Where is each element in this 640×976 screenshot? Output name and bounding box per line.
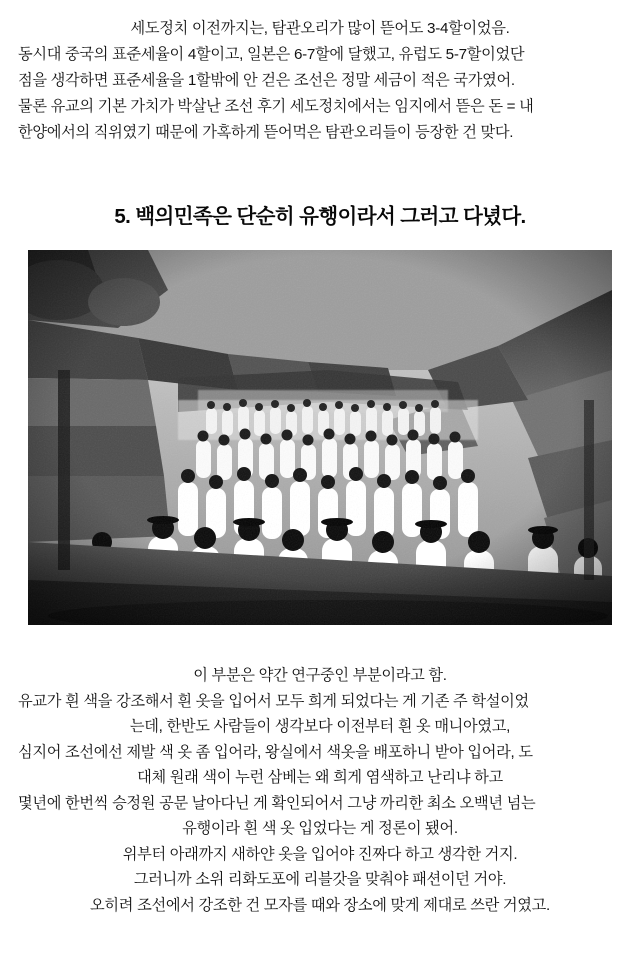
- paragraph-line: 는데, 한반도 사람들이 생각보다 이전부터 흰 옷 매니아였고,: [129, 718, 511, 735]
- paragraph-line: 심지어 조선에선 제발 색 옷 좀 입어라, 왕실에서 색옷을 배포하니 받아 입어라, 도: [18, 743, 533, 761]
- paragraph-line: 유행이라 흰 색 옷 입었다는 게 정론이 됐어.: [182, 820, 458, 837]
- top-paragraph: [18, 16, 622, 146]
- bottom-paragraph: [18, 663, 622, 918]
- paragraph-line: 세도정치 이전까지는, 탐관오리가 많이 뜯어도 3-4할이었음.: [130, 20, 510, 37]
- paragraph-line: 이 부분은 약간 연구중인 부분이라고 함.: [193, 667, 447, 684]
- paragraph-line: 대체 원래 색이 누런 삼베는 왜 희게 염색하고 난리냐 하고: [137, 769, 503, 786]
- paragraph-line: 물론 유교의 기본 가치가 박살난 조선 후기 세도정치에서는 임지에서 뜯은 돈 = 내: [18, 98, 534, 115]
- paragraph-line: 위부터 아래까지 새하얀 옷을 입어야 진짜다 하고 생각한 거지.: [122, 845, 518, 863]
- paragraph-line: 유교가 흰 색을 강조해서 흰 옷을 입어서 모두 희게 되었다는 게 기존 주 학설이었: [18, 692, 529, 710]
- photo-container: [28, 250, 612, 625]
- section-heading: 5. 백의민족은 단순히 유행이라서 그러고 다녔다.: [114, 205, 526, 228]
- paragraph-line: 그러니까 소위 리화도포에 리블갓을 맞춰야 패션이던 거야.: [133, 871, 507, 888]
- paragraph-line: 점을 생각하면 표준세율을 1할밖에 안 걷은 조선은 정말 세금이 적은 국가였어.: [18, 72, 515, 89]
- section-heading-wrap: [18, 202, 622, 232]
- paragraph-line: 한양에서의 직위였기 때문에 가혹하게 뜯어먹은 탐관오리들이 등장한 건 맞다.: [18, 124, 514, 141]
- historical-market-crowd-photo: [28, 250, 612, 625]
- paragraph-line: 오히려 조선에서 강조한 건 모자를 때와 장소에 맞게 제대로 쓰란 거였고.: [90, 896, 550, 914]
- paragraph-line: 동시대 중국의 표준세율이 4할이고, 일본은 6-7할에 달했고, 유럽도 5-7할이었단: [18, 46, 525, 63]
- paragraph-line: 몇년에 한번씩 승정원 공문 날아다닌 게 확인되어서 그냥 까리한 최소 오백년 넘는: [18, 794, 536, 812]
